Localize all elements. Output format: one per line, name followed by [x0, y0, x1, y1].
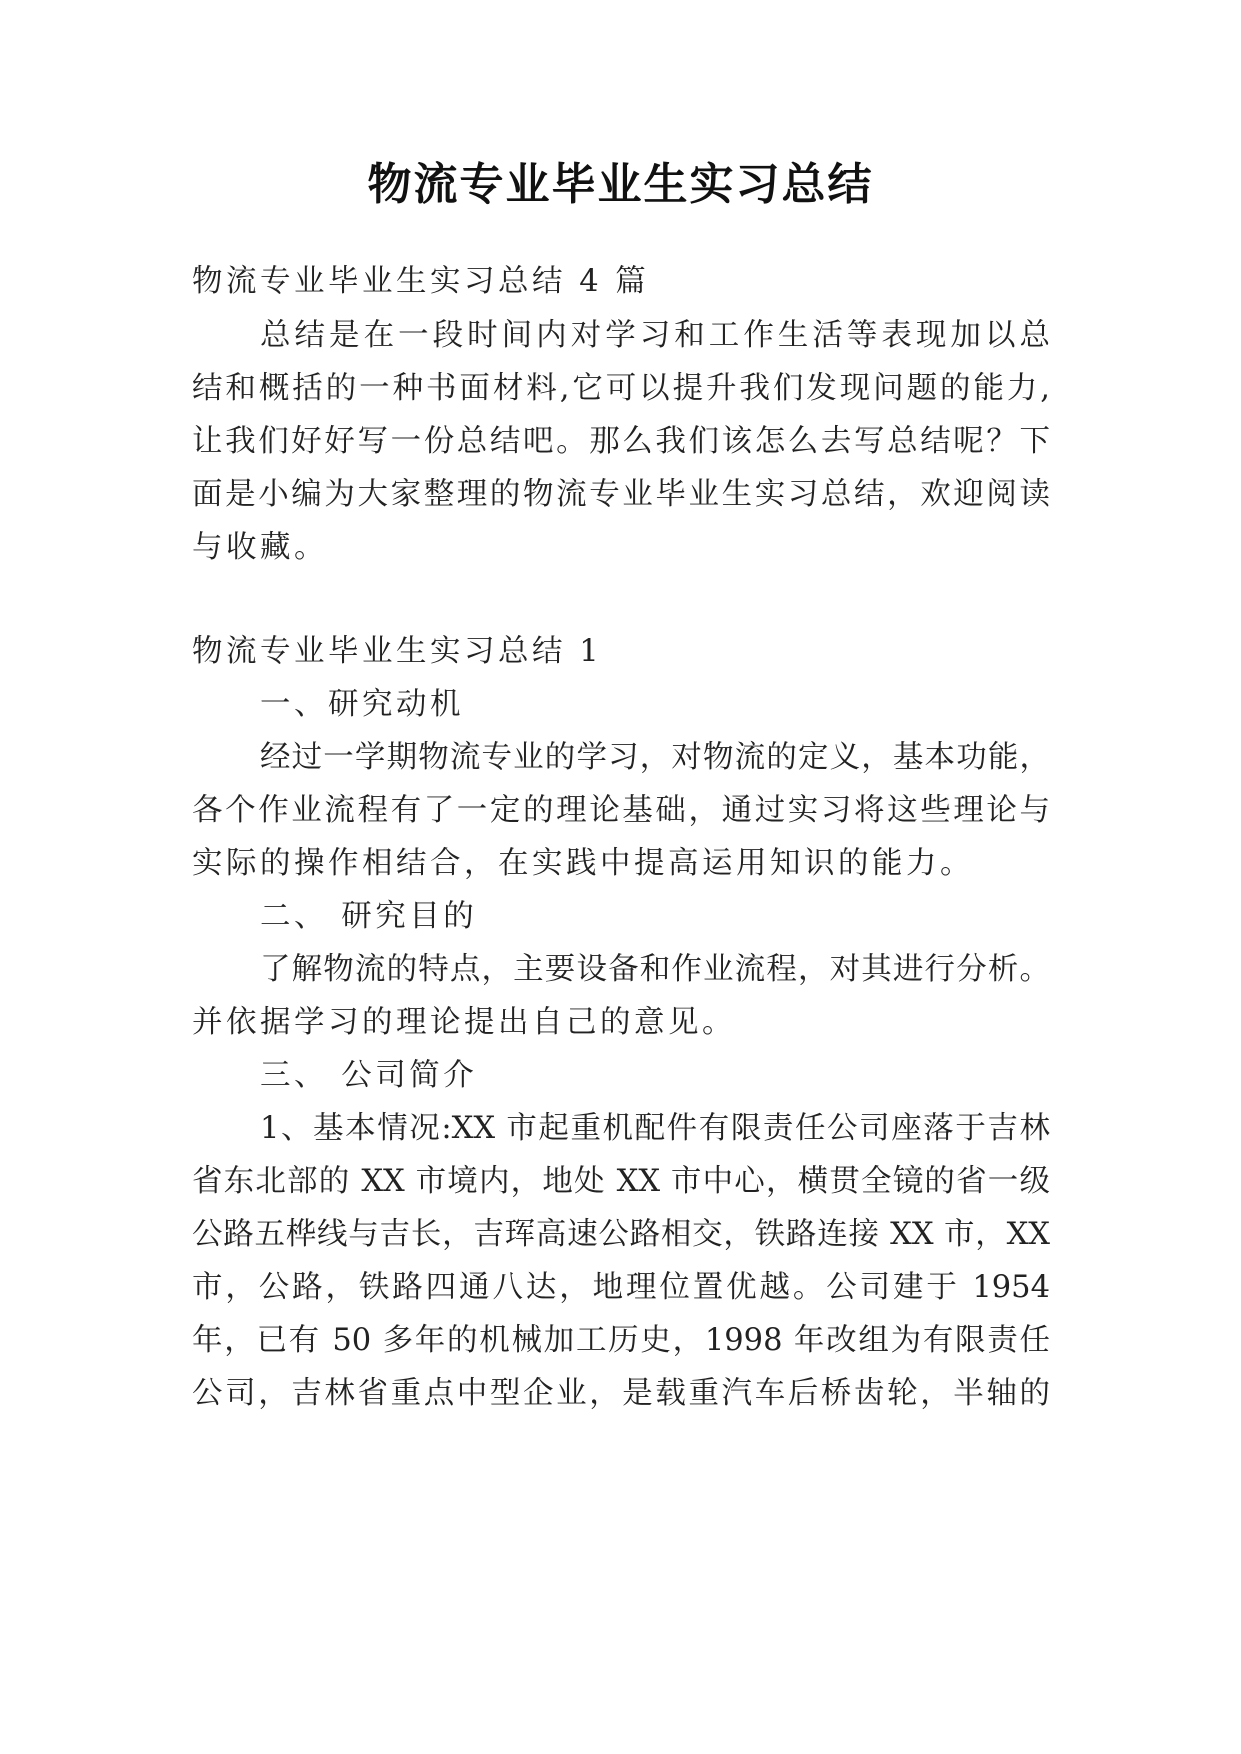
section-heading: 物流专业毕业生实习总结 1: [192, 634, 603, 669]
paragraph-line: 并依据学习的理论提出自己的意见。: [192, 1005, 736, 1040]
document-title: 物流专业毕业生实习总结: [367, 159, 874, 210]
paragraph-line: 公路五桦线与吉长，吉珲高速公路相交，铁路连接 XX 市，XX: [192, 1217, 1050, 1252]
paragraph-line: 经过一学期物流专业的学习，对物流的定义，基本功能，: [260, 740, 1050, 775]
paragraph-line: 1、基本情况:XX 市起重机配件有限责任公司座落于吉林: [260, 1111, 1050, 1146]
paragraph-line: 各个作业流程有了一定的理论基础，通过实习将这些理论与: [192, 793, 1050, 828]
paragraph-line: 年，已有 50 多年的机械加工历史，1998 年改组为有限责任: [192, 1323, 1050, 1358]
subsection-heading: 三、 公司简介: [260, 1058, 478, 1093]
intro-paragraph-line: 与收藏。: [192, 530, 328, 565]
intro-paragraph-line: 让我们好好写一份总结吧。那么我们该怎么去写总结呢？下: [192, 424, 1050, 459]
intro-paragraph-line: 总结是在一段时间内对学习和工作生活等表现加以总: [260, 318, 1050, 353]
paragraph-line: 了解物流的特点，主要设备和作业流程，对其进行分析。: [260, 952, 1050, 987]
intro-paragraph-line: 结和概括的一种书面材料,它可以提升我们发现问题的能力,: [192, 371, 1050, 406]
intro-paragraph-line: 面是小编为大家整理的物流专业毕业生实习总结，欢迎阅读: [192, 477, 1050, 512]
subsection-heading: 一、研究动机: [260, 687, 464, 722]
paragraph-line: 实际的操作相结合，在实践中提高运用知识的能力。: [192, 846, 974, 881]
collection-heading: 物流专业毕业生实习总结 4 篇: [192, 264, 650, 299]
paragraph-line: 省东北部的 XX 市境内，地处 XX 市中心，横贯全镜的省一级: [192, 1164, 1050, 1199]
subsection-heading: 二、 研究目的: [260, 899, 478, 934]
paragraph-line: 市，公路，铁路四通八达，地理位置优越。公司建于 1954: [192, 1270, 1050, 1305]
paragraph-line: 公司，吉林省重点中型企业，是载重汽车后桥齿轮，半轴的: [192, 1376, 1050, 1411]
